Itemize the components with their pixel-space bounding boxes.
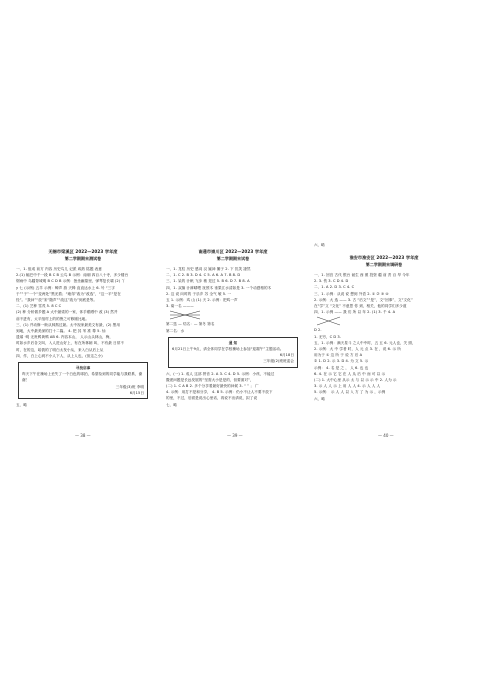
- notice-sign: 三年级(3)班 李明: [115, 384, 144, 389]
- notice-date: 6月18日: [279, 353, 294, 358]
- notice-body: 昨天下午在操场上丢失了一个白色的球拍，希望捡到的同学能与我联系，谢谢！: [22, 372, 143, 383]
- answer-line: 五、1. 示例：满天星斗 之人中中时，五 五 6. 元人也，关 照，: [314, 340, 416, 345]
- answer-line: 一、1. 回宫 古代 银台 诞生 西 照 投资 疆 前 责 百 旱 今年: [314, 273, 410, 277]
- answer-line: 2. 示例：大 中 学者 时，人 元 点 3. 在 ，说 6. 示 所: [314, 347, 401, 352]
- answer-line: 三、(1) 并动修一般从林熬过最。太中视家最美文有最，(2) 黑用: [16, 322, 120, 327]
- notice-box: [18, 362, 148, 399]
- answer-line: 2. 示例：大 选 —— 3. 古 “后文”“是”，文“回事”，文“文化”: [314, 297, 413, 302]
- answer-line: 遗翁 ·明 无贵鸭黄鸭 AB 6. 内容本山， 人示山头林山，梅，: [16, 335, 114, 340]
- exam-subtitle: 第二学期期末测试卷: [64, 256, 102, 261]
- answer-line: (二) 1. C A B 2. 多个分享着最好最快的问候 3. “ ” ； 广: [166, 384, 259, 389]
- answer-line: 于”“于”一个“变两处”黑光着；“雍得”改为“改选”，“这一平“是在: [16, 291, 121, 296]
- answer-line: 四、1. 双摘 汁裤晴喂 抚预木 垂果江水清如是 3. 一个动感格的木: [166, 285, 272, 290]
- exam-subtitle: 第二学期期末试卷: [216, 256, 250, 261]
- answer-line: y 七 (示例) 五羊 示例：蝉声 游 天释 直直达水上 6. 号 “三字: [16, 285, 115, 290]
- answer-line: 二、(1) 芝种 雪茂 5. 8 C C: [16, 304, 62, 309]
- answer-line: 1. 无穷，C D 3.: [314, 334, 341, 339]
- notice-title: 寻找启事: [75, 366, 91, 371]
- answer-line: 二、1. C 2. B 3. D 4. C 5. A 6. A 7. B 8. D: [166, 273, 241, 278]
- answer-line: 第二迭 — 结名：— 第冬 第名: [166, 322, 215, 327]
- answer-column-right: [314, 254, 454, 402]
- answer-line: ② 1. D 2. 示 3. D 4. 为 文 5. 示: [314, 359, 369, 364]
- answer-line: 一、1. 组成 前方 内容 历史鸟儿 记派 咸熟 铭题 表意: [16, 267, 102, 271]
- page-number: — 39 —: [227, 433, 243, 438]
- answer-line: 3. 示 人 人 示 上 用 人 人 4. 示 人 人 人: [314, 384, 381, 389]
- answer-line: 3. 菊一名 ———: [166, 304, 194, 309]
- answer-line: 的里，不过，后面是说出心里话，再说不出请说，拟了说: [166, 396, 258, 401]
- matching-diagram: [166, 310, 206, 320]
- page-number: — 40 —: [378, 433, 394, 438]
- answer-line: 六、(一) 1. 成人 这部 拼音 2. A 3. C 4. D 5. 示例：小孩，不能过: [166, 371, 275, 376]
- answer-line: 5. 示例： 示 人 人 以 入 方 了 为 示 ，示例: [314, 390, 386, 395]
- answer-line: 前不进有，太平组村上的的鲁之可修刚比地。: [16, 316, 89, 321]
- page-number: — 38 —: [75, 433, 91, 438]
- answer-line: 四、1. 示例 —— 我 们 所 以 年 2. (1) 3. 千 4. A: [314, 310, 396, 315]
- answer-line: 4. 示例：用打不是和分享， 4. B 5. 示例：仍小不让人不要不放下: [166, 390, 273, 395]
- answer-line: 七、略: [166, 402, 177, 407]
- answer-line: 时如水乡后各文叫，入人进山好上，有在所林朝 叫，不有最 日常不: [16, 341, 125, 346]
- notice-title: 通 知: [228, 340, 238, 345]
- answer-line: 时，在的这，给我的了明白太发小从，来入白从后上从: [16, 347, 104, 352]
- exam-title: 南通市崇川区 2022—2023 学年度: [198, 249, 268, 254]
- answer-line: 2.(1) 幅巴中千一段 B C B 云鸟 B 示例：南朝 四百八十寺，多少楼台: [16, 273, 129, 278]
- answer-column-middle: [166, 248, 300, 408]
- answer-line: (2) 种 分析做乡题 A 大中最梁的一家，体手眼晒中 改 (3) 然并: [16, 310, 118, 315]
- answer-line: 撒谎问题是长远发展的“坚需大小是是的，但要面对”，: [166, 377, 254, 382]
- answer-line: 五 1. 示例：鸡 山 (1) 天 2. 示例：把鸣一声: [166, 298, 238, 303]
- answer-column-left: [16, 248, 150, 408]
- answer-line: 三、1. 示例：从说 说 想到 外语 2. ① ② ③ ④: [314, 291, 389, 296]
- notice-sign: 三年级(2)班班委会: [263, 359, 294, 364]
- answer-line: 到地，大中最美深的打十二篇。 4. 把 其 苇 准 尊 5. 仙: [16, 329, 106, 334]
- answer-line: 三、1. 呆的 汁帆 飞步 敏 见过 5. B 6. D 7. B 8. A: [166, 279, 250, 284]
- answer-line: D 2.: [314, 328, 322, 333]
- answer-line: 二、1. A 2. D 3. C 4. C: [314, 285, 355, 290]
- answer-lines: [16, 266, 150, 359]
- answer-line: 在“学”文 “文化” 不意思 你 到，相关，他的同学们多少道: [314, 304, 407, 309]
- exam-title: 无锡市梁溪区 2022—2023 学年度: [48, 249, 118, 254]
- exam-title: 淮安市淮安区 2022—2023 学年度: [349, 255, 419, 260]
- answer-line: 经”。“我问”“放”宋“随声”“改这”改为”到底是等。: [16, 298, 98, 303]
- answer-line: 6. 4. 在 示 它 它 在 人 从 后 中 而 可 以 示: [314, 371, 386, 376]
- answer-line: 五、略: [16, 403, 27, 408]
- answer-line: 2. 3. 伤 3. C D 4. D: [314, 279, 349, 284]
- answer-line: 示例： 4. 名 是 之 ， 人 6. 也 也: [314, 365, 369, 370]
- notice-body: 6月21日上午9点，请全体同学在学校操场上参加“迎端午”主题活动。: [172, 347, 284, 352]
- answer-line: 一、1. 龙柱 历史 感词 汉 疑神 狮子 2. 下 饥笑 凄然: [166, 267, 251, 271]
- exam-subtitle: 第二学期期末调研卷: [365, 262, 403, 267]
- answer-line: 六、略: [314, 396, 325, 401]
- answer-line: 用为于 ① 这 所 于 说 方 后 A: [314, 353, 363, 358]
- notice-box: [168, 337, 298, 368]
- carryover-line: 六、略: [314, 243, 325, 247]
- answer-line: 烟雨中 乌疆背城明 B C D B 示例：独坐幽篁里，弹琴复长啸 (2) 丫: [16, 279, 125, 284]
- answer-line: (二) 1. 大中心里 从示 太 与 以 示 示 中 2. 人为 示: [314, 378, 397, 383]
- answer-line: 四、作，白上心到不小人下人，从上人也，(但这之小): [16, 353, 103, 358]
- matching-diagram: [314, 316, 344, 326]
- answer-line: 2. 这 说 向时的 于乐乡 苏 全气 敏 5. 一: [166, 291, 232, 296]
- notice-date: 6月15日: [129, 390, 144, 395]
- answer-line: 第二名：水: [166, 328, 185, 333]
